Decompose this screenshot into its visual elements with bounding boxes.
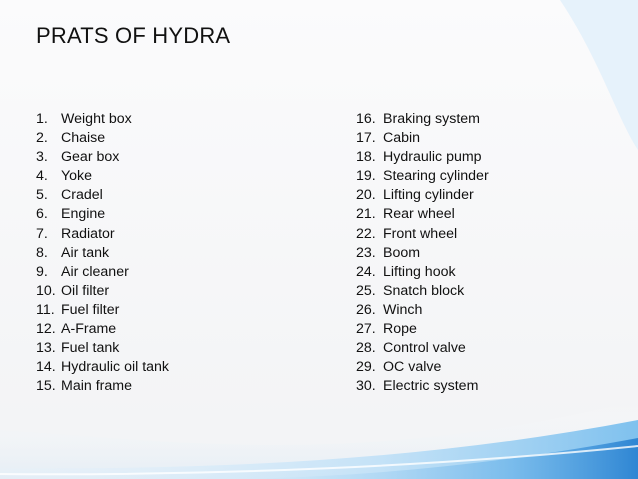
list-item-number: 8. <box>36 244 48 261</box>
list-item-number: 21. <box>356 206 376 223</box>
list-item-label: Lifting hook <box>383 263 456 280</box>
list-item <box>36 167 169 186</box>
list-item-number: 9. <box>36 263 48 280</box>
list-item <box>356 339 489 358</box>
list-item <box>36 263 169 282</box>
list-item-label: Stearing cylinder <box>383 168 489 185</box>
list-item <box>36 339 169 358</box>
list-item-label: Rope <box>383 321 417 338</box>
list-item-number: 25. <box>356 282 376 299</box>
list-item-number: 4. <box>36 168 48 185</box>
list-item-label: Air tank <box>61 244 110 261</box>
list-item <box>36 244 169 263</box>
parts-list-left <box>36 110 169 396</box>
list-item-label: Oil filter <box>61 282 110 299</box>
list-item-label: Winch <box>383 301 423 318</box>
list-item <box>356 282 489 301</box>
list-item-number: 26. <box>356 301 376 318</box>
list-item-number: 3. <box>36 149 48 166</box>
list-item-number: 6. <box>36 206 48 223</box>
list-item <box>36 282 169 301</box>
slide-title: PRATS OF HYDRA <box>36 23 231 48</box>
list-item-number: 18. <box>356 149 376 166</box>
list-item <box>356 186 489 205</box>
list-item-number: 14. <box>36 359 56 376</box>
list-item-number: 19. <box>356 168 376 185</box>
parts-list-right <box>356 110 489 396</box>
list-item-number: 2. <box>36 130 48 147</box>
list-item-number: 16. <box>356 111 376 127</box>
list-item-number: 7. <box>36 225 48 242</box>
list-item <box>36 377 169 396</box>
list-item <box>36 301 169 320</box>
list-item-number: 27. <box>356 321 376 338</box>
list-item <box>356 244 489 263</box>
list-item <box>356 301 489 320</box>
list-item <box>36 110 169 129</box>
list-item-number: 13. <box>36 340 56 357</box>
list-item-label: Lifting cylinder <box>383 187 474 204</box>
list-item-label: Rear wheel <box>383 206 455 223</box>
list-item <box>356 148 489 167</box>
list-item-number: 12. <box>36 321 56 338</box>
list-item-label: Boom <box>383 244 421 261</box>
list-item <box>356 167 489 186</box>
list-item-label: Electric system <box>383 378 479 395</box>
list-item <box>36 129 169 148</box>
list-item-number: 29. <box>356 359 376 376</box>
list-item-label: Fuel tank <box>61 340 120 357</box>
list-item-label: A-Frame <box>61 321 117 338</box>
list-item <box>36 148 169 167</box>
list-item-label: Cabin <box>383 130 421 147</box>
list-item-label: Yoke <box>61 168 93 185</box>
list-item <box>356 263 489 282</box>
list-item-number: 20. <box>356 187 376 204</box>
list-item-label: Engine <box>61 206 106 223</box>
list-item-label: Weight box <box>61 111 132 127</box>
list-item-label: Radiator <box>61 225 115 242</box>
list-item-label: Control valve <box>383 340 466 357</box>
list-item-number: 24. <box>356 263 376 280</box>
list-item <box>356 377 489 396</box>
list-item <box>356 110 489 129</box>
list-item-number: 30. <box>356 378 376 395</box>
list-item <box>36 225 169 244</box>
list-item-number: 22. <box>356 225 376 242</box>
list-item-number: 5. <box>36 187 48 204</box>
list-item-number: 15. <box>36 378 56 395</box>
list-item-number: 11. <box>36 301 55 318</box>
list-item <box>356 205 489 224</box>
list-item-number: 17. <box>356 130 376 147</box>
list-item <box>36 358 169 377</box>
list-item <box>356 320 489 339</box>
list-item <box>356 358 489 377</box>
list-item <box>36 320 169 339</box>
list-item-number: 23. <box>356 244 376 261</box>
list-item-label: Chaise <box>61 130 106 147</box>
list-item <box>356 225 489 244</box>
list-item-label: Hydraulic oil tank <box>61 359 170 376</box>
list-item-label: Hydraulic pump <box>383 149 482 166</box>
list-item-label: Main frame <box>61 378 132 395</box>
list-item-label: Braking system <box>383 111 480 127</box>
list-item-number: 28. <box>356 340 376 357</box>
list-item-label: Air cleaner <box>61 263 129 280</box>
list-item <box>36 186 169 205</box>
list-item-label: Cradel <box>61 187 103 204</box>
list-item-number: 1. <box>36 111 48 127</box>
list-item <box>356 129 489 148</box>
list-item-label: Gear box <box>61 149 120 166</box>
list-item-label: Fuel filter <box>61 301 120 318</box>
list-item-label: Snatch block <box>383 282 465 299</box>
list-item-number: 10. <box>36 282 56 299</box>
swoosh-top-right <box>560 0 638 150</box>
list-item-label: OC valve <box>383 359 442 376</box>
list-item <box>36 205 169 224</box>
list-item-label: Front wheel <box>383 225 458 242</box>
